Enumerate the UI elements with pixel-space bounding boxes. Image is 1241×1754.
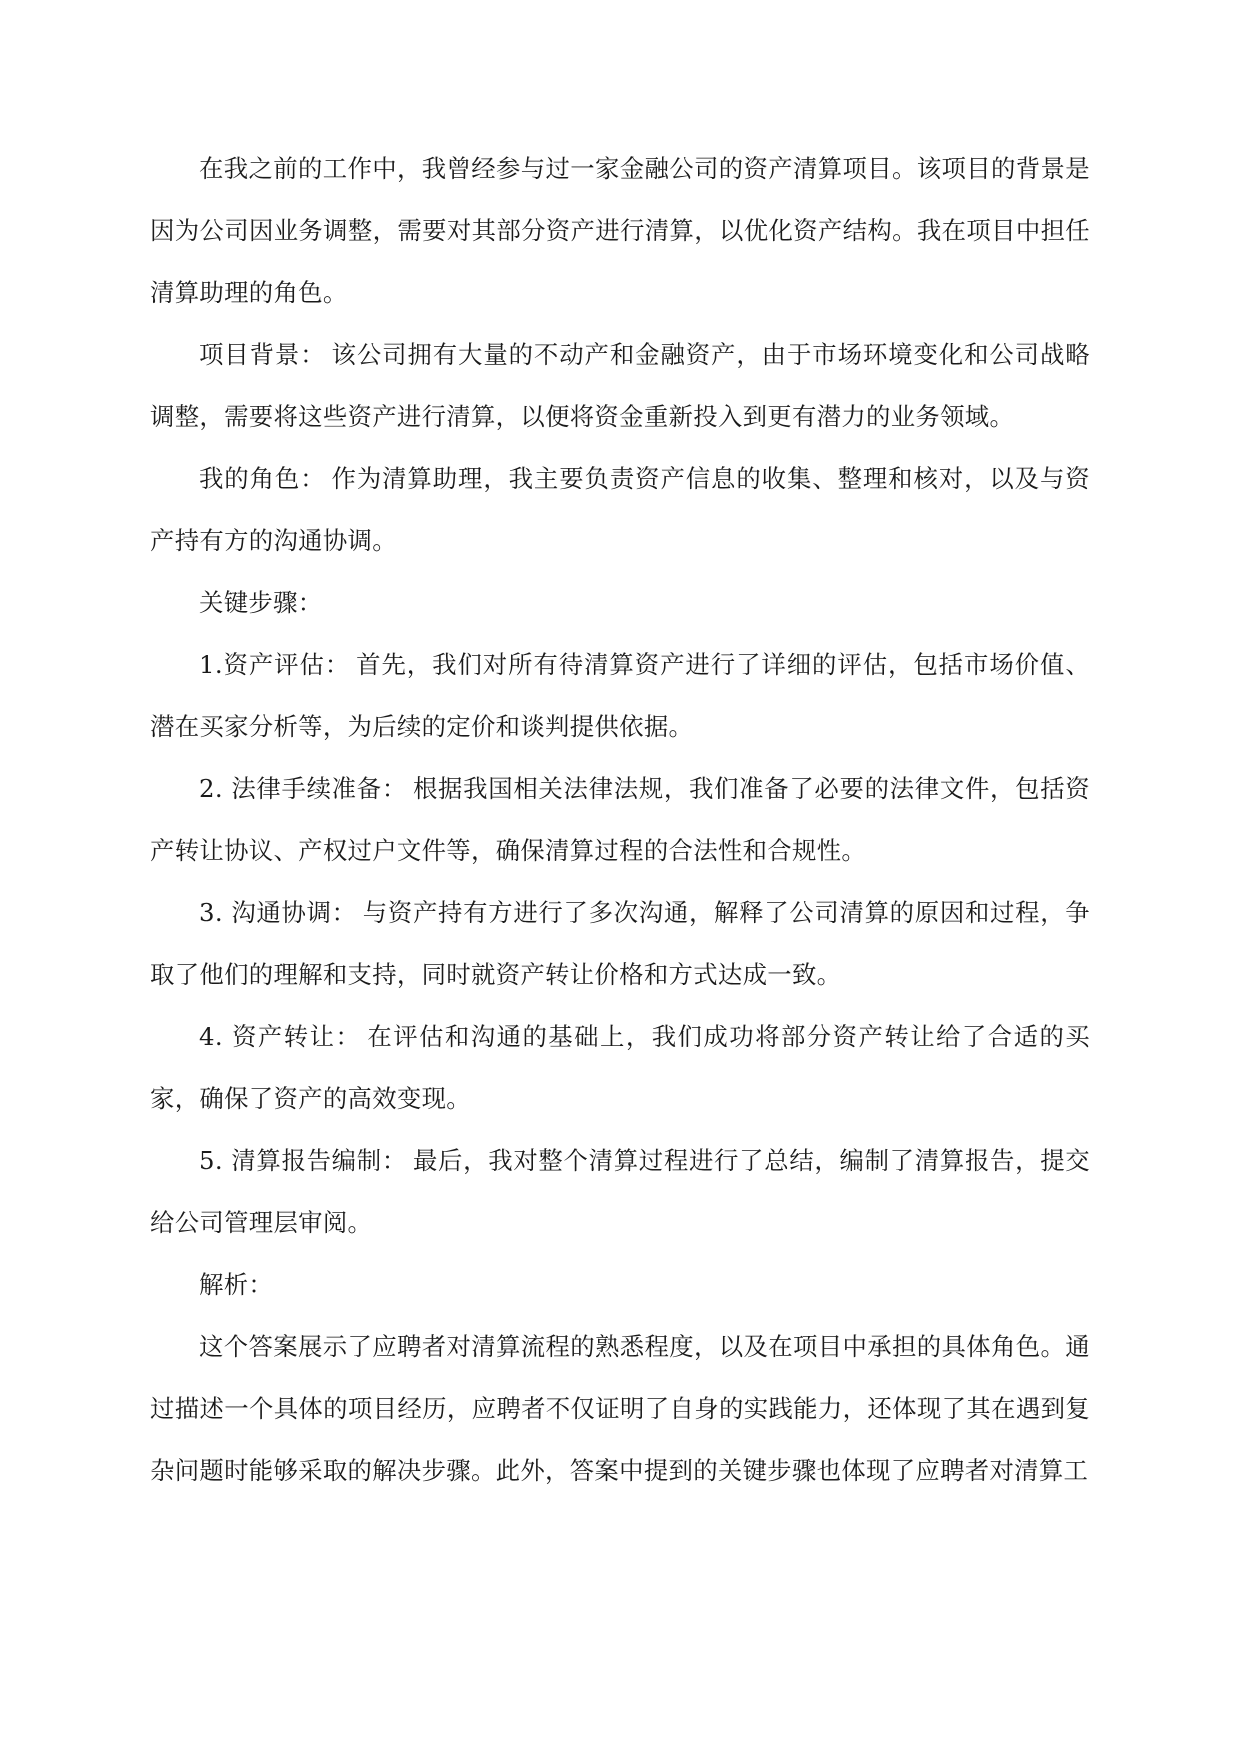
paragraph-analysis <box>150 1316 1090 1502</box>
paragraph-step-1 <box>150 634 1090 758</box>
paragraph-intro <box>150 138 1090 324</box>
paragraph-my-role <box>150 448 1090 572</box>
paragraph-project-background <box>150 324 1090 448</box>
paragraph-text: 在我之前的工作中，我曾经参与过一家金融公司的资产清算项目。该项目的背景是因为公司因业务调整，需要对其部分资产进行清算，以优化资产结构。我在项目中担任清算助理的角色。 <box>150 154 1090 307</box>
paragraph-label: 2. 法律手续准备： <box>199 774 407 803</box>
paragraph-text: 作为清算助理，我主要负责资产信息的收集、整理和核对，以及与资产持有方的沟通协调。 <box>150 464 1090 555</box>
paragraph-text: 这个答案展示了应聘者对清算流程的熟悉程度，以及在项目中承担的具体角色。通过描述一个具体的项目经历，应聘者不仅证明了自身的实践能力，还体现了其在遇到复杂问题时能够采取的解决步骤。此外，答案中提到的关键步骤也体现了应聘者对清算工 <box>150 1332 1090 1485</box>
paragraph-text: 关键步骤： <box>199 588 323 617</box>
paragraph-key-steps-heading <box>150 572 1090 634</box>
paragraph-label: 项目背景： <box>199 340 326 369</box>
paragraph-label: 我的角色： <box>199 464 326 493</box>
paragraph-text: 在评估和沟通的基础上，我们成功将部分资产转让给了合适的买家，确保了资产的高效变现。 <box>150 1022 1090 1113</box>
paragraph-text: 该公司拥有大量的不动产和金融资产，由于市场环境变化和公司战略调整，需要将这些资产进行清算，以便将资金重新投入到更有潜力的业务领域。 <box>150 340 1090 431</box>
paragraph-analysis-heading <box>150 1254 1090 1316</box>
paragraph-step-4 <box>150 1006 1090 1130</box>
paragraph-label: 1.资产评估： <box>199 650 351 679</box>
paragraph-step-2 <box>150 758 1090 882</box>
paragraph-label: 4. 资产转让： <box>199 1022 362 1051</box>
paragraph-text: 首先，我们对所有待清算资产进行了详细的评估，包括市场价值、潜在买家分析等，为后续的定价和谈判提供依据。 <box>150 650 1091 741</box>
paragraph-text: 根据我国相关法律法规，我们准备了必要的法律文件，包括资产转让协议、产权过户文件等，确保清算过程的合法性和合规性。 <box>150 774 1091 865</box>
paragraph-text: 解析： <box>199 1270 274 1299</box>
paragraph-text: 最后，我对整个清算过程进行了总结，编制了清算报告，提交给公司管理层审阅。 <box>150 1146 1091 1237</box>
paragraph-step-3 <box>150 882 1090 1006</box>
paragraph-label: 3. 沟通协调： <box>199 898 357 927</box>
document-body <box>150 138 1090 1502</box>
paragraph-label: 5. 清算报告编制： <box>199 1146 407 1175</box>
paragraph-step-5 <box>150 1130 1090 1254</box>
paragraph-text: 与资产持有方进行了多次沟通，解释了公司清算的原因和过程，争取了他们的理解和支持，同时就资产转让价格和方式达成一致。 <box>150 898 1090 989</box>
